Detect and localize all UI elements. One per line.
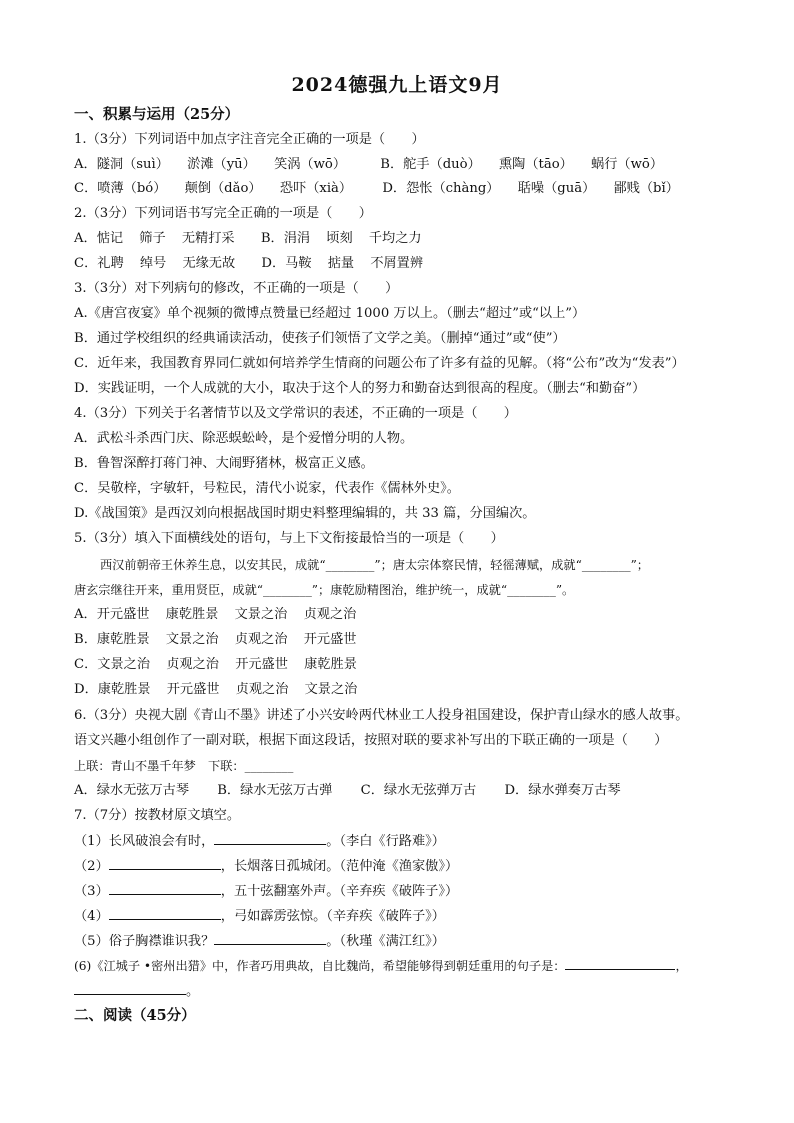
q6-option-a: A．绿水无弦万古琴 [74, 783, 190, 798]
q7-item-5-source: 。（秋瑾《满江红》） [326, 934, 445, 949]
q5-a-1: A．开元盛世 [74, 607, 150, 622]
q7-item-2-text: （2） [74, 859, 109, 874]
q5-d-1: D．康乾胜景 [74, 682, 151, 697]
question-3-stem: 3.（3分）对下列病句的修改，不正确的一项是（ ） [74, 281, 399, 296]
q7-item-4 [74, 907, 445, 926]
q1-a-2: 淤滩（yū） [187, 157, 256, 172]
q5-d-4: 文景之治 [304, 682, 358, 697]
q1-b-3: 蜗行（wō） [591, 157, 664, 172]
q3-option-d: D．实践证明，一个人成就的大小，取决于这个人的努力和勤奋达到很高的程度。（删去“和勤奋”） [74, 381, 646, 396]
q1-b-1: B．舵手（duò） [380, 157, 481, 172]
q5-d-2: 开元盛世 [166, 682, 220, 697]
q1-a-1: A．隧洞（suì） [74, 157, 169, 172]
q7-item-2 [74, 857, 458, 876]
q1-d-1: D．怨怅（chàng） [382, 181, 500, 196]
section-heading-1: 一、积累与运用（25分） [74, 106, 240, 123]
q7-item-3-text: （3） [74, 884, 109, 899]
q7-item-6 [74, 957, 688, 975]
q2-a-2: 筛子 [139, 231, 166, 246]
q7-item-1 [74, 832, 445, 851]
q7-item-1-blank[interactable] [214, 832, 326, 845]
q4-option-c: C．吴敬梓，字敏轩，号粒民，清代小说家，代表作《儒林外史》。 [74, 481, 460, 496]
q7-item-3-source: ，五十弦翻塞外声。（辛弃疾《破阵子》） [220, 884, 459, 899]
q6-couplet: 上联：青山不墨千年梦 下联：________ [74, 759, 294, 773]
q5-c-4: 康乾胜景 [304, 657, 357, 672]
q5-passage-line-1: 西汉前朝帝王休养生息，以安其民，成就“________”；唐太宗体察民情，轻徭薄赋，成就“________”； [100, 558, 649, 572]
question-4-stem: 4.（3分）下列关于名著情节以及文学常识的表述，不正确的一项是（ ） [74, 406, 517, 421]
q7-item-2-blank[interactable] [109, 857, 221, 870]
question-1-options-cd [74, 180, 679, 198]
q3-option-b: B．通过学校组织的经典诵读活动，使孩子们领悟了文学之美。（删掉“通过”或“使”） [74, 331, 566, 346]
q7-item-3-blank[interactable] [109, 882, 221, 895]
q5-option-b [74, 631, 357, 649]
q1-c-2: 颠倒（dǎo） [184, 181, 262, 196]
q5-c-3: 开元盛世 [235, 657, 288, 672]
q5-option-d [74, 681, 357, 699]
q7-item-6-text: (6)《江城子 •密州出猎》中，作者巧用典故，自比魏尚，希望能够得到朝廷重用的句子是： [74, 959, 566, 973]
q6-option-d: D．绿水弹奏万古琴 [504, 783, 621, 798]
q7-item-2-source: ，长烟落日孤城闭。（范仲淹《渔家傲》） [220, 859, 459, 874]
q2-d-1: D．马鞍 [261, 256, 312, 271]
q5-a-3: 文景之治 [234, 607, 288, 622]
q2-b-2: 顷刻 [326, 231, 353, 246]
question-6-stem-1: 6.（3分）央视大剧《青山不墨》讲述了小兴安岭两代林业工人投身祖国建设，保护青山绿水的感人故事。 [74, 708, 689, 723]
question-1-options-ab [74, 156, 663, 174]
question-2-options-ab [74, 230, 422, 248]
q7-item-5 [74, 932, 445, 951]
q5-a-4: 贞观之治 [303, 607, 357, 622]
q5-a-2: 康乾胜景 [165, 607, 219, 622]
q5-b-1: B．康乾胜景 [74, 632, 150, 647]
q6-option-c: C．绿水无弦弹万古 [360, 783, 477, 798]
question-2-stem: 2.（3分）下列词语书写完全正确的一项是（ ） [74, 206, 372, 221]
q5-option-a [74, 606, 356, 624]
q5-b-4: 开元盛世 [303, 632, 357, 647]
q2-c-2: 绰号 [139, 256, 167, 271]
q7-item-4-text: （4） [74, 909, 109, 924]
q3-option-c: C．近年来，我国教育界同仁就如何培养学生情商的问题公布了许多有益的见解。（将“公布”改为“发表”） [74, 356, 685, 371]
question-2-options-cd [74, 255, 423, 273]
q4-option-b: B．鲁智深醉打蒋门神、大闹野猪林，极富正义感。 [74, 456, 374, 471]
q7-item-6-continued [74, 982, 199, 1001]
question-5-stem: 5.（3分）填入下面横线处的语句，与上下文衔接最恰当的一项是（ ） [74, 531, 504, 546]
q4-option-d: D.《战国策》是西汉刘向根据战国时期史料整理编辑的，共 33 篇，分国编次。 [74, 506, 536, 521]
q5-c-1: C．文景之治 [74, 657, 151, 672]
section-heading-2: 二、阅读（45分） [74, 1007, 196, 1024]
q7-item-1-text: （1）长风破浪会有时， [74, 834, 215, 849]
question-6-options [74, 782, 621, 800]
q2-b-1: B．涓涓 [260, 231, 311, 246]
q7-item-1-source: 。（李白《行路难》） [326, 834, 445, 849]
q7-item-3 [74, 882, 458, 901]
q6-option-b: B．绿水无弦万古弹 [217, 783, 333, 798]
q5-b-2: 文景之治 [165, 632, 219, 647]
q2-c-3: 无缘无故 [182, 256, 236, 271]
question-1-stem: 1.（3分）下列词语中加点字注音完全正确的一项是（ ） [74, 132, 425, 147]
q7-item-6-period: 。 [186, 984, 200, 999]
question-7-stem: 7.（7分）按教材原文填空。 [74, 808, 241, 823]
q4-option-a: A．武松斗杀西门庆、除恶蜈蚣岭，是个爱憎分明的人物。 [74, 431, 414, 446]
q7-item-6-comma: ， [675, 959, 688, 973]
q7-item-5-text: （5）俗子胸襟谁识我？ [74, 934, 215, 949]
q2-d-3: 不屑置辨 [370, 256, 424, 271]
q2-c-1: C．礼聘 [74, 256, 124, 271]
q1-d-2: 聒噪（guā） [517, 181, 596, 196]
q1-d-3: 鄙贱（bǐ） [613, 181, 679, 196]
q5-c-2: 贞观之治 [166, 657, 219, 672]
q2-a-3: 无精打采 [181, 231, 235, 246]
q2-d-2: 掂量 [327, 256, 355, 271]
q1-c-1: C．喷薄（bó） [74, 181, 167, 196]
q5-option-c [74, 656, 357, 674]
q5-b-3: 贞观之治 [234, 632, 288, 647]
q5-passage-line-2: 唐玄宗继往开来，重用贤臣，成就“________”；康乾励精图治，维护统一，成就“________”。 [74, 583, 575, 597]
q7-item-4-source: ，弓如霹雳弦惊。（辛弃疾《破阵子》） [220, 909, 445, 924]
q7-item-5-blank[interactable] [214, 932, 326, 945]
q7-item-6-blank-1[interactable] [565, 957, 675, 970]
page-title: 2024德强九上语文9月 [291, 74, 503, 96]
q1-b-2: 熏陶（tāo） [498, 157, 573, 172]
q1-a-3: 笑涡（wō） [274, 157, 347, 172]
q7-item-4-blank[interactable] [109, 907, 221, 920]
q5-d-3: 贞观之治 [235, 682, 289, 697]
q7-item-6-blank-2[interactable] [74, 982, 186, 995]
q3-option-a: A.《唐宫夜宴》单个视频的微博点赞量已经超过 1000 万以上。（删去“超过”或“以上”） [74, 306, 586, 321]
q1-c-3: 恐吓（xià） [279, 181, 353, 196]
question-6-stem-2: 语文兴趣小组创作了一副对联，根据下面这段话，按照对联的要求补写出的下联正确的一项是（ ） [74, 733, 668, 748]
q2-b-3: 千均之力 [368, 231, 422, 246]
q2-a-1: A．惦记 [74, 231, 124, 246]
